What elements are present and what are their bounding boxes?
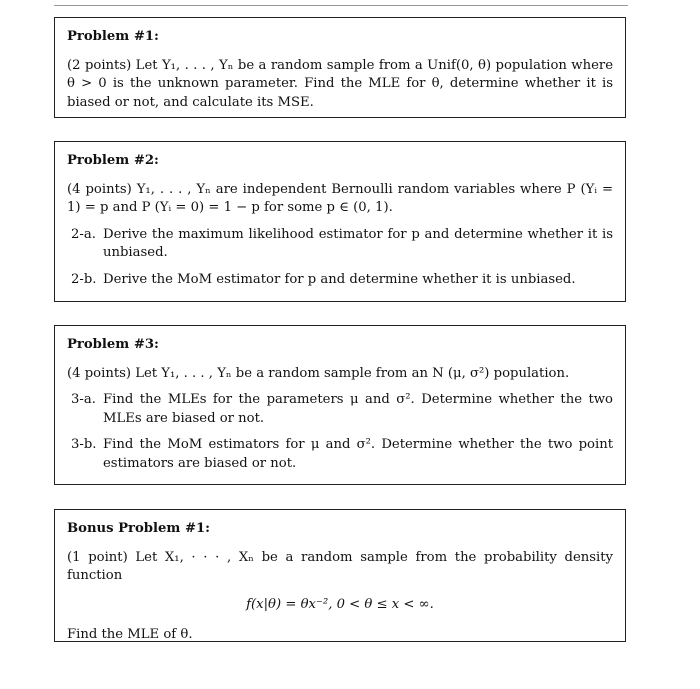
bonus-problem-1-formula: f(x|θ) = θx⁻², 0 < θ ≤ x < ∞. [246, 596, 434, 612]
problem-3a [67, 391, 613, 428]
problem-1-box [54, 17, 626, 118]
top-rule [54, 5, 628, 6]
problem-2a [67, 226, 613, 263]
bonus-problem-1-closing: Find the MLE of θ. [67, 627, 193, 642]
problem-3a-text: Find the MLEs for the parameters μ and σ². Determine whether the two MLEs are biased or not. [103, 392, 613, 426]
problem-3-body: (4 points) Let Y₁, . . . , Yₙ be a random sample from an N (μ, σ²) population. [67, 365, 570, 381]
problem-2a-text: Derive the maximum likelihood estimator for p and determine whether it is unbiased. [103, 226, 613, 260]
problem-3b-text: Find the MoM estimators for μ and σ². Determine whether the two point estimators are biased or not. [103, 437, 613, 471]
problem-2-box [54, 141, 626, 302]
problem-2b-text: Derive the MoM estimator for p and determine whether it is unbiased. [103, 271, 576, 287]
problem-3-box [54, 325, 626, 485]
problem-2-title: Problem #2: [67, 153, 159, 168]
problem-2a-label: 2-a. [71, 226, 96, 242]
problem-3a-label: 3-a. [71, 392, 96, 407]
bonus-problem-1-box [54, 509, 626, 642]
problem-2-body: (4 points) Y₁, . . . , Yₙ are independent Bernoulli random variables where P (Yᵢ = 1) = p and P (Yᵢ = 0) = 1 − p for some p ∈ (0, 1). [67, 181, 613, 215]
problem-2b [67, 271, 613, 290]
problem-3-title: Problem #3: [67, 337, 159, 352]
problem-1-title: Problem #1: [67, 29, 159, 44]
problem-2b-label: 2-b. [71, 271, 97, 287]
bonus-problem-1-body: (1 point) Let X₁, · · · , Xₙ be a random sample from the probability density function [67, 549, 613, 583]
problem-1-body: (2 points) Let Y₁, . . . , Yₙ be a random sample from a Unif(0, θ) population where θ > 0 is the unknown parameter. Find the MLE for θ, determine whether it is biased or not, and calculate its MSE. [67, 57, 613, 110]
bonus-problem-1-title: Bonus Problem #1: [67, 521, 211, 536]
problem-3b [67, 436, 613, 473]
problem-3b-label: 3-b. [71, 437, 97, 452]
